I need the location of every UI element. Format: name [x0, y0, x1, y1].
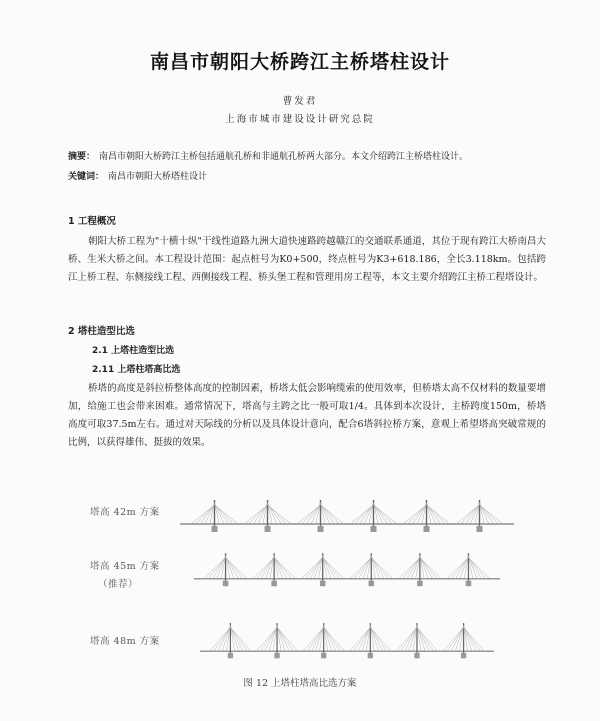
stay-cable	[464, 626, 476, 651]
stay-cable	[314, 556, 323, 579]
bridge-pier	[417, 581, 423, 587]
stay-cable	[456, 505, 480, 524]
abstract-text: 南昌市朝阳大桥跨江主桥包括通航孔桥和非通航孔桥两大部分。本文介绍跨江主桥塔柱设计。	[99, 152, 469, 162]
stay-cable	[269, 626, 277, 651]
stay-cable	[321, 505, 345, 524]
stay-cable	[256, 627, 277, 651]
stay-cable	[420, 556, 429, 579]
stay-cable	[244, 505, 268, 524]
stay-cable	[222, 626, 230, 651]
stay-cable	[420, 558, 442, 579]
stay-cable	[398, 558, 420, 579]
stay-cable	[403, 505, 427, 524]
stay-cable	[230, 626, 242, 651]
stay-cable	[371, 556, 375, 579]
stay-cable	[480, 505, 504, 524]
bridge-pier	[271, 581, 277, 587]
author-affiliation: 上海市城市建设设计研究总院	[225, 114, 375, 125]
stay-cable	[370, 625, 374, 651]
stay-cable	[191, 505, 215, 524]
stay-cable	[464, 627, 485, 651]
stay-cable	[274, 556, 283, 579]
stay-cable	[417, 626, 429, 651]
stay-cable	[210, 627, 231, 651]
option-label-42m: 塔高 42m 方案	[90, 507, 160, 518]
stay-cable	[370, 626, 382, 651]
stay-cable	[320, 625, 324, 651]
stay-cable	[277, 626, 289, 651]
stay-cable	[451, 626, 463, 651]
stay-cable	[358, 626, 370, 651]
stay-cable	[230, 625, 234, 651]
option-label-45m: 塔高 45m 方案	[90, 561, 160, 572]
stay-cable	[460, 556, 469, 579]
stay-cable	[370, 626, 378, 651]
stay-cable	[366, 625, 370, 651]
stay-cable	[323, 558, 345, 579]
section-2-1-heading: 2.1 上塔柱造型比选	[92, 346, 175, 356]
bridge-pier	[371, 526, 377, 532]
stay-cable	[277, 626, 285, 651]
bridge-pier	[320, 581, 326, 587]
stay-cable	[468, 556, 477, 579]
stay-cable	[230, 626, 238, 651]
bridge-pier	[321, 653, 326, 658]
figure-caption: 图 12 上塔柱塔高比选方案	[243, 678, 357, 689]
stay-cable	[315, 626, 323, 651]
keywords-label: 关键词：	[68, 172, 105, 182]
bridge-pier	[212, 526, 218, 532]
stay-cable	[427, 505, 451, 524]
author-name: 曹发君	[282, 96, 318, 107]
bridge-pier	[265, 526, 271, 532]
stay-cable	[447, 558, 469, 579]
bridge-pier	[228, 653, 233, 658]
stay-cable	[443, 627, 464, 651]
paper-title: 南昌市朝阳大桥跨江主桥塔柱设计	[149, 51, 450, 73]
bridge-pier	[274, 653, 279, 658]
stay-cable	[274, 558, 296, 579]
stay-cable	[323, 556, 332, 579]
stay-cable	[324, 626, 336, 651]
stay-cable	[362, 626, 370, 651]
stay-cable	[417, 625, 421, 651]
stay-cable	[413, 625, 417, 651]
stay-cable	[464, 625, 468, 651]
stay-cable	[468, 556, 472, 579]
section-2-1-1-heading: 2.11 上塔柱塔高比选	[92, 365, 181, 375]
stay-cable	[324, 626, 332, 651]
stay-cable	[367, 556, 371, 579]
bridge-pier	[223, 581, 229, 587]
stay-cable	[417, 627, 438, 651]
bridge-pier	[368, 653, 373, 658]
stay-cable	[217, 556, 226, 579]
section-1-paragraph: 朝阳大桥工程为"十横十纵"干线性道路九洲大道快速路跨越赣江的交通联系通道，其位于现有跨江大桥南昌大桥、生米大桥之间。本工程设计范围：起点桩号为K0+500，终点桩号为K3+618.186，全长3.118km。包括跨江上桥工程、东侧接线工程、西侧接线工程、桥头堡工程和管理用房工程等，本文主要介绍跨江主桥工程塔设计。	[68, 236, 546, 283]
stay-cable	[215, 505, 239, 524]
stay-cable	[405, 626, 417, 651]
stay-cable	[363, 556, 372, 579]
stay-cable	[221, 556, 225, 579]
stay-cable	[297, 505, 321, 524]
bridge-pier	[369, 581, 375, 587]
stay-cable	[204, 558, 226, 579]
stay-cable	[226, 556, 230, 579]
stay-cable	[265, 626, 277, 651]
stay-cable	[464, 556, 468, 579]
stay-cable	[324, 627, 345, 651]
stay-cable	[277, 625, 281, 651]
stay-cable	[230, 627, 251, 651]
stay-cable	[324, 625, 328, 651]
stay-cable	[370, 627, 391, 651]
stay-cable	[371, 556, 380, 579]
stay-cable	[318, 556, 322, 579]
stay-cable	[270, 556, 274, 579]
stay-cable	[274, 556, 278, 579]
stay-cable	[350, 558, 372, 579]
bridge-pier	[414, 653, 419, 658]
bridge-elevation-45m	[178, 544, 516, 588]
stay-cable	[218, 626, 230, 651]
stay-cable	[266, 556, 275, 579]
option-recommended-note: （推荐）	[98, 579, 139, 590]
bridge-pier	[424, 526, 430, 532]
section-2-heading: 2 塔柱造型比选	[68, 326, 135, 337]
stay-cable	[311, 626, 323, 651]
stay-cable	[273, 625, 277, 651]
stay-cable	[464, 626, 472, 651]
stay-cable	[277, 627, 298, 651]
stay-cable	[226, 558, 248, 579]
section-1-heading: 1 工程概况	[68, 216, 116, 227]
stay-cable	[420, 556, 424, 579]
stay-cable	[396, 627, 417, 651]
stay-cable	[323, 556, 327, 579]
stay-cable	[468, 558, 490, 579]
stay-cable	[459, 625, 463, 651]
stay-cable	[350, 627, 371, 651]
stay-cable	[374, 505, 398, 524]
bridge-pier	[461, 653, 466, 658]
stay-cable	[455, 626, 463, 651]
bridge-elevation-42m	[178, 490, 516, 534]
stay-cable	[371, 558, 393, 579]
stay-cable	[303, 627, 324, 651]
stay-cable	[253, 558, 275, 579]
bridge-pier	[318, 526, 324, 532]
abstract-label: 摘要：	[68, 152, 96, 162]
keywords	[68, 171, 558, 184]
section-2-1-1-paragraph: 桥塔的高度是斜拉桥整体高度的控制因素，桥塔太低会影响缆索的使用效率，但桥塔太高不仅材料的数量要增加，给施工也会带来困难。通常情况下，塔高与主跨之比一般可取1/4。具体到本次设计，主桥跨度150m，桥塔高度可取37.5m左右。通过对天际线的分析以及具体设计意向，配合6塔斜拉桥方案，意观上希望塔高突破常规的比例，以获得雄伟、挺拔的效果。	[68, 383, 546, 448]
stay-cable	[411, 556, 420, 579]
stay-cable	[226, 556, 235, 579]
stay-cable	[416, 556, 420, 579]
stay-cable	[301, 558, 323, 579]
stay-cable	[350, 505, 374, 524]
bridge-elevation-48m	[178, 616, 516, 660]
stay-cable	[268, 505, 292, 524]
option-label-48m: 塔高 48m 方案	[90, 636, 160, 647]
stay-cable	[409, 626, 417, 651]
bridge-pier	[466, 581, 472, 587]
bridge-pier	[477, 526, 483, 532]
keywords-text: 南昌市朝阳大桥塔柱设计	[108, 172, 208, 182]
stay-cable	[226, 625, 230, 651]
stay-cable	[417, 626, 425, 651]
abstract	[68, 151, 558, 164]
